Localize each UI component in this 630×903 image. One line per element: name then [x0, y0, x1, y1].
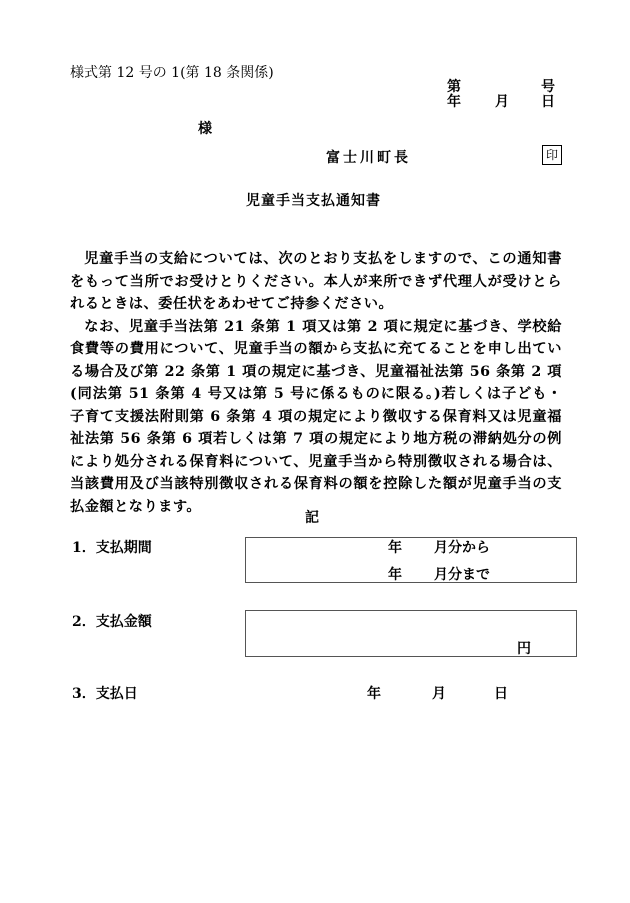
document-title: 児童手当支払通知書 [246, 193, 381, 209]
seal-stamp-box: 印 [542, 145, 562, 165]
body-paragraph-1: 児童手当の支給については、次のとおり支払をしますので、この通知書をもって当所でお受けとりください。本人が来所できず代理人が受けとられるときは、委任状をあわせてご持参ください。 [70, 251, 562, 312]
period-from-year: 年 [388, 540, 402, 556]
payment-date-label: 3．支払日 [72, 686, 138, 702]
issuer-name: 富士川町長 [326, 150, 411, 166]
notice-body [70, 248, 562, 518]
form-reference: 様式第 12 号の 1(第 18 条関係) [70, 65, 274, 81]
period-to-year: 年 [388, 567, 402, 583]
addressee-honorific: 様 [198, 121, 212, 137]
ki-heading: 記 [305, 510, 319, 526]
issue-date-year: 年 [447, 94, 461, 110]
payment-date-month: 月 [432, 686, 446, 702]
body-paragraph-2: なお、児童手当法第 21 条第 1 項又は第 2 項に規定に基づき、学校給食費等の費用について、児童手当の額から支払に充てることを申し出ている場合及び第 22 条第 1 項の規定に基づき、児童福祉法第 56 条第 2 項(同法第 51 条第 4 号又は第 5 号に係るものに限る。)若しくは子ども・子育て支援法附則第 6 条第 4 項の規定により徴収する保育料又は児童福祉法第 56 条第 6 項若しくは第 7 項の規定により地方税の滞納処分の例により処分される保育料について、児童手当から特別徴収される場合は、当該費用及び当該特別徴収される保育料の額を控除した額が児童手当の支払金額となります。 [70, 318, 562, 515]
amount-yen-unit: 円 [517, 641, 531, 657]
payment-amount-label: 2．支払金額 [72, 614, 152, 630]
payment-period-label: 1．支払期間 [72, 540, 152, 556]
payment-date-day: 日 [494, 686, 508, 702]
issue-date-day: 日 [541, 94, 555, 110]
period-to-month: 月分まで [434, 567, 490, 583]
payment-period-box [245, 537, 577, 583]
period-from-month: 月分から [434, 540, 490, 556]
document-number-label: 第 [447, 79, 461, 95]
issue-date-month: 月 [495, 94, 509, 110]
document-number-suffix: 号 [541, 79, 555, 95]
payment-date-year: 年 [367, 686, 381, 702]
